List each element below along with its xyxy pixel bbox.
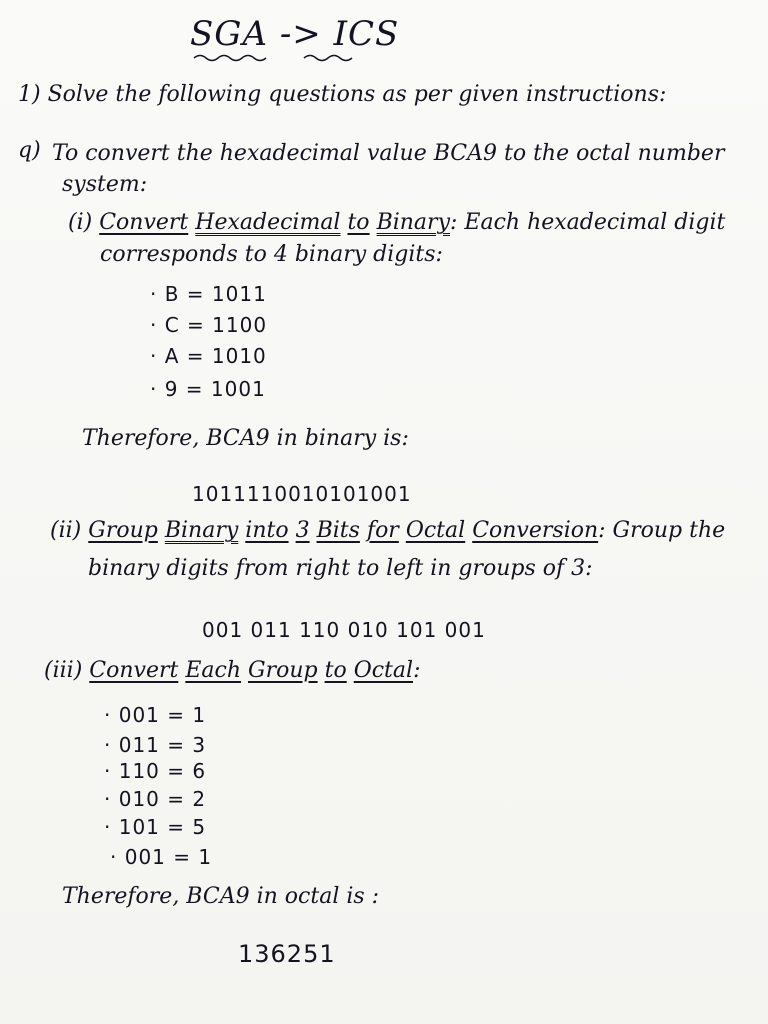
hex-binary-c: C = 1100 [164,313,268,337]
step2-heading-binary: Binary [164,518,239,543]
list-item: · C = 1100 [150,313,268,337]
binary-result-lead: Therefore, BCA9 in binary is: [82,426,409,451]
question-intro: 1) Solve the following questions as per given instructions: [18,82,667,107]
question-label: q) [18,138,41,163]
step3-number: (iii) [44,658,83,683]
step1-heading-to: to [347,210,370,235]
hex-binary-9: 9 = 1001 [164,377,266,401]
step2-heading-bits: Bits [316,518,360,543]
step1-number: (i) [68,210,93,235]
octal-group-3: 110 = 6 [118,759,207,783]
step3-heading-convert: Convert [89,658,179,683]
octal-group-4: 010 = 2 [118,787,207,811]
list-item: · 101 = 5 [104,815,207,839]
step2-heading-octal: Octal [405,518,466,543]
hex-binary-a: A = 1010 [164,344,267,368]
step2-heading-for: for [366,518,399,543]
step3-heading-octal: Octal [353,658,414,683]
step2-heading [50,518,725,543]
step2-line2: binary digits from right to left in groups of 3: [88,556,593,581]
octal-group-1: 001 = 1 [118,703,207,727]
binary-groups: 001 011 110 010 101 001 [202,618,486,642]
step2-heading-conversion: Conversion [472,518,599,543]
step1-heading-binary: Binary [376,210,450,235]
octal-result-lead: Therefore, BCA9 in octal is : [62,884,380,909]
question-text-line2: system: [62,172,148,197]
step3-heading-each: Each [185,658,242,683]
step2-number: (ii) [50,518,82,543]
octal-group-6: 001 = 1 [124,845,213,869]
step1-heading [68,210,725,235]
list-item: · 001 = 1 [104,703,207,727]
list-item: · A = 1010 [150,344,267,368]
question-text-line1: To convert the hexadecimal value BCA9 to the octal number [52,141,725,166]
step2-heading-into: into [245,518,289,543]
step3-heading-tail: : [413,658,421,683]
step2-heading-tail: : Group the [598,518,726,543]
binary-result-value: 1011110010101001 [192,482,412,506]
list-item: · 011 = 3 [104,733,207,757]
step1-heading-convert: Convert [99,210,189,235]
step1-heading-hexadecimal: Hexadecimal [195,210,341,235]
step3-heading-group: Group [248,658,318,683]
title-underline-squiggle [192,52,372,64]
page-title: SGA -> ICS [190,14,400,54]
list-item: · 9 = 1001 [150,377,266,401]
step1-line2: corresponds to 4 binary digits: [100,242,443,267]
list-item: · B = 1011 [150,282,267,306]
octal-group-2: 011 = 3 [118,733,207,757]
step1-heading-tail: : Each hexadecimal digit [450,210,726,235]
list-item: · 110 = 6 [104,759,207,783]
step3-heading-to: to [324,658,347,683]
list-item: · 010 = 2 [104,787,207,811]
step2-heading-3: 3 [295,518,310,543]
step2-heading-group: Group [88,518,158,543]
octal-result-value: 136251 [238,940,336,968]
octal-group-5: 101 = 5 [118,815,207,839]
hex-binary-b: B = 1011 [164,282,267,306]
step3-heading [44,658,420,683]
list-item: · 001 = 1 [110,845,213,869]
